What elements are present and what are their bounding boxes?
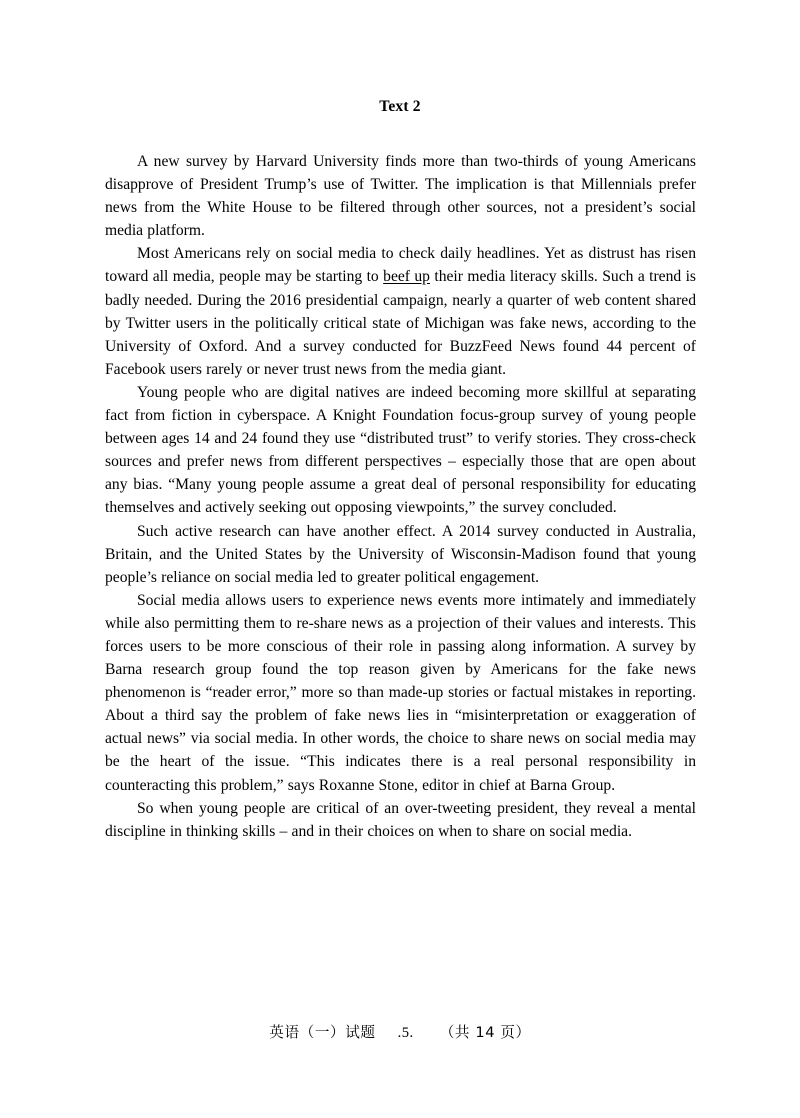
paragraph-2-part-a: Most Americans rely on social media to check daily headlines. Yet as distrust has risen toward all media, people may be starting to [105, 245, 696, 286]
paragraph-2 [105, 242, 696, 381]
paragraph-5: Social media allows users to experience news events more intimately and immediately while also permitting them to re-share news as a projection of their values and interests. This forces users to be more conscious of their role in passing along information. A survey by Barna research group found the top reason given by Americans for the fake news phenomenon is “reader error,” more so than made-up stories or factual mistakes in reporting. About a third say the problem of fake news lies in “misinterpretation or exaggeration of actual news” via social media. In other words, the choice to share news on social media may be the heart of the issue. “This indicates there is a real personal responsibility in counteracting this problem,” says Roxanne Stone, editor in chief at Barna Group. [105, 591, 696, 794]
paragraph-2-part-b: their media literacy skills. Such a trend is badly needed. During the 2016 presidential campaign, nearly a quarter of web content shared by Twitter users in the politically critical state of Michigan was fake news, according to the University of Oxford. And a survey conducted for BuzzFeed News found 44 percent of Facebook users rarely or never trust news from the media giant. [105, 268, 696, 378]
paragraph-1: A new survey by Harvard University finds more than two-thirds of young Americans disapprove of President Trump’s use of Twitter. The implication is that Millennials prefer news from the White House to be filtered through other sources, not a president’s social media platform. [105, 153, 696, 240]
underlined-phrase-beef-up: beef up [383, 268, 430, 286]
paragraph-3: Young people who are digital natives are indeed becoming more skillful at separating fact from fiction in cyberspace. A Knight Foundation focus-group survey of young people between ages 14 and 24 found they use “distributed trust” to verify stories. They cross-check sources and prefer news from different perspectives – especially those that are open about any bias. “Many young people assume a great deal of personal responsibility for educating themselves and actively seeking out opposing viewpoints,” the survey concluded. [105, 383, 696, 517]
footer-subject-label: 英语（一）试题 [269, 1024, 376, 1041]
footer-total-pages: （共 14 页） [439, 1024, 531, 1041]
paragraph-6: So when young people are critical of an over-tweeting president, they reveal a mental discipline in thinking skills – and in their choices on when to share on social media. [105, 799, 696, 840]
passage-body [105, 150, 696, 843]
page-title: Text 2 [379, 98, 421, 115]
paragraph-4: Such active research can have another effect. A 2014 survey conducted in Australia, Britain, and the United States by the University of Wisconsin-Madison found that young people’s reliance on social media led to greater political engagement. [105, 522, 696, 586]
page-footer [0, 1023, 800, 1043]
footer-page-number: .5. [397, 1025, 414, 1041]
